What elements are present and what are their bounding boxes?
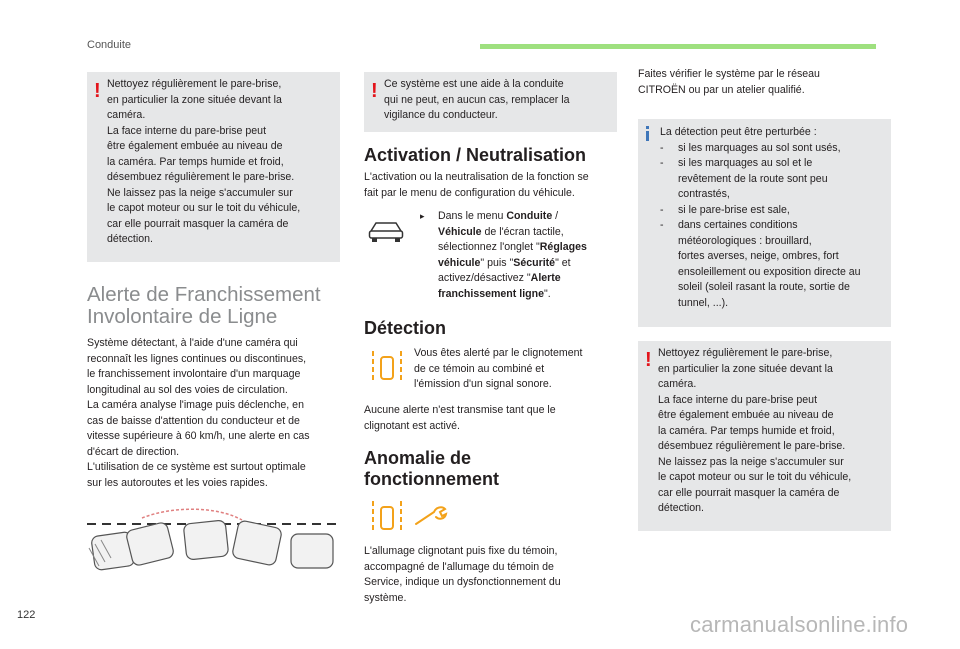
section-title: Alerte de Franchissement Involontaire de Ligne (87, 283, 321, 328)
menu-instructions: ▸ Dans le menu Conduite / Véhicule de l'écran tactile, sélectionnez l'onglet "Réglages véhicule" puis "Sécurité" et activez/désactivez "Alerte franchissement ligne". (420, 210, 587, 300)
warning-box-assist (364, 72, 617, 132)
warning-icon: ! (645, 349, 652, 371)
perturbation-list (660, 141, 887, 312)
list-item: - si les marquages au sol et le revêtement de la route sont peu contrastés, (660, 156, 887, 203)
info-icon (646, 131, 649, 141)
lane-departure-lamp-icon (370, 497, 404, 537)
info-text: La détection peut être perturbée : - si les marquages au sol sont usés, - si les marquages au sol et le revêtement de la route sont peu contrastés, - si le pare-brise est sale, - dans certaines conditions météorologiques : brouillard, fortes averses, neige, ombres, fort ensoleillement ou exposition directe au soleil (soleil rasant la route, sortie de tunnel, ...). (660, 125, 887, 311)
detection-title: Détection (364, 318, 447, 338)
wrench-icon (412, 504, 448, 530)
page-number: 122 (17, 609, 36, 621)
section-accent-bar (480, 44, 876, 49)
system-description: Système détectant, à l'aide d'une caméra qui reconnaît les lignes continues ou discontinues, le franchissement involontaire d'un marquage longitudinal au sol des voies de circulation. La caméra analyse l'image puis déclenche, en cas de baisse d'attention du conducteur et de vitesse supérieure à 60 km/h, une alerte en cas d'écart de direction. L'utilisation de ce système est surtout optimale sur les autoroutes et les voies rapides. (87, 337, 310, 489)
info-box-detection (638, 119, 891, 327)
activation-text: L'activation ou la neutralisation de la fonction se fait par le menu de configuration du véhicule. (364, 171, 589, 199)
lane-departure-lamp-icon (370, 347, 404, 387)
detection-lamp-text: Vous êtes alerté par le clignotement de ce témoin au combiné et l'émission d'un signal sonore. (414, 347, 583, 390)
anomaly-text: L'allumage clignotant puis fixe du témoin, accompagné de l'allumage du témoin de Service, indique un dysfonctionnement du système. (364, 545, 561, 604)
list-item: - si le pare-brise est sale, (660, 203, 887, 219)
car-front-icon (368, 221, 404, 243)
warning-icon: ! (94, 80, 101, 102)
activation-title: Activation / Neutralisation (364, 145, 587, 165)
section-label: Conduite (87, 39, 132, 51)
anomaly-title: Anomalie de fonctionnement (364, 448, 499, 489)
warning-text: Ce système est une aide à la conduite qui ne peut, en aucun cas, remplacer la vigilance du conducteur. (384, 78, 570, 121)
warning-icon: ! (371, 80, 378, 102)
warning-text: Nettoyez régulièrement le pare-brise, en particulier la zone située devant la caméra. La face interne du pare-brise peut être également embuée au niveau de la caméra. Par temps humide et froid, désembuez régulièrement le pare-brise. Ne laissez pas la neige s'accumuler sur le capot moteur ou sur le toit du véhicule, car elle pourrait masquer la caméra de détection. (107, 78, 301, 245)
detection-text: Aucune alerte n'est transmise tant que le clignotant est activé. (364, 404, 556, 432)
service-intro: Faites vérifier le système par le réseau CITROËN ou par un atelier qualifié. (638, 68, 820, 96)
list-item: - dans certaines conditions météorologiques : brouillard, fortes averses, neige, ombres, fort ensoleillement ou exposition directe au soleil (soleil rasant la route, sortie de tunnel, ...). (660, 218, 887, 311)
lane-departure-illustration (87, 498, 340, 576)
watermark: carmanualsonline.info (690, 612, 909, 637)
menu-bullet-icon: ▸ (420, 211, 425, 221)
cars-lane-illustration (87, 498, 340, 576)
warning-box-camera (87, 72, 340, 262)
warning-box-camera-2 (638, 341, 891, 531)
list-item: - si les marquages au sol sont usés, (660, 141, 887, 157)
warning-text: Nettoyez régulièrement le pare-brise, en particulier la zone située devant la caméra. La face interne du pare-brise peut être également embuée au niveau de la caméra. Par temps humide et froid, désembuez régulièrement le pare-brise. Ne laissez pas la neige s'accumuler sur le capot moteur ou sur le toit du véhicule, car elle pourrait masquer la caméra de détection. (658, 347, 852, 514)
